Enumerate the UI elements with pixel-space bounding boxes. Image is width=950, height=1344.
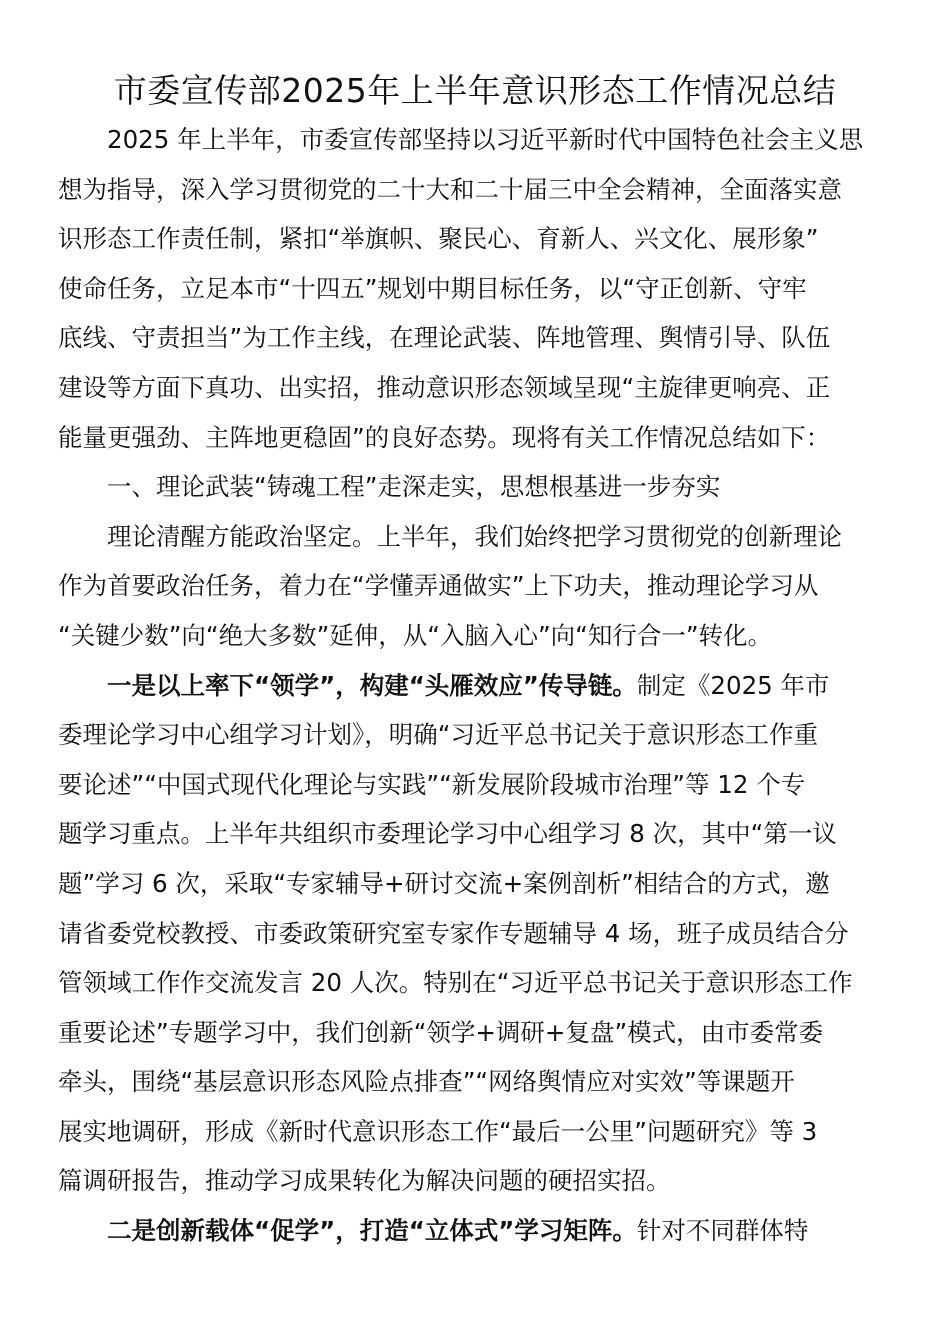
intro-line: 识形态工作责任制，紧扣“举旗帜、聚民心、育新人、兴文化、展形象”	[58, 224, 819, 254]
point1-line: 篇调研报告，推动学习成果转化为解决问题的硬招实招。	[58, 1166, 671, 1196]
point1-line: 题”学习 6 次，采取“专家辅导+研讨交流+案例剖析”相结合的方式，邀	[58, 868, 830, 898]
intro-line: 底线、守责担当”为工作主线，在理论武装、阵地管理、舆情引导、队伍	[58, 323, 831, 353]
document-body	[58, 115, 890, 1256]
intro-line: 2025 年上半年，市委宣传部坚持以习近平新时代中国特色社会主义思	[107, 125, 864, 154]
point1-line: 要论述”“中国式现代化理论与实践”“新发展阶段城市治理”等 12 个专	[58, 769, 806, 799]
intro-line: 建设等方面下真功、出实招，推动意识形态领域呈现“主旋律更响亮、正	[58, 372, 831, 402]
point2-first-rest: 针对不同群体特	[636, 1216, 809, 1246]
intro-line: 使命任务，立足本市“十四五”规划中期目标任务，以“守正创新、守牢	[58, 273, 807, 303]
intro-line: 想为指导，深入学习贯彻党的二十大和二十届三中全会精神，全面落实意	[58, 174, 842, 204]
point2-first-line	[58, 1206, 890, 1256]
section1-line: 作为首要政治任务，着力在“学懂弄通做实”上下功夫，推动理论学习从	[58, 571, 819, 601]
point1-bold-lead: 一是以上率下“领学”，构建“头雁效应”传导链。	[107, 670, 637, 700]
section1-line: 理论清醒方能政治坚定。上半年，我们始终把学习贯彻党的创新理论	[107, 521, 842, 551]
point1-line: 委理论学习中心组学习计划》，明确“习近平总书记关于意识形态工作重	[58, 720, 818, 750]
section1-heading: 一、理论武装“铸魂工程”走深走实，思想根基进一步夯实	[107, 472, 721, 502]
point1-first-line	[58, 661, 890, 711]
point1-line: 展实地调研，形成《新时代意识形态工作“最后一公里”问题研究》等 3	[58, 1116, 818, 1146]
section1-line: “关键少数”向“绝大多数”延伸，从“入脑入心”向“知行合一”转化。	[58, 620, 773, 650]
document-title: 市委宣传部2025年上半年意识形态工作情况总结	[113, 71, 837, 110]
point1-line: 管领域工作作交流发言 20 人次。特别在“习近平总书记关于意识形态工作	[58, 968, 853, 998]
point2-bold-lead: 二是创新载体“促学”，打造“立体式”学习矩阵。	[107, 1216, 637, 1246]
point1-first-rest: 制定《2025 年市	[636, 670, 830, 700]
point1-line: 重要论述”专题学习中，我们创新“领学+调研+复盘”模式，由市委常委	[58, 1017, 824, 1047]
point1-line: 题学习重点。上半年共组织市委理论学习中心组学习 8 次，其中“第一议	[58, 819, 837, 849]
point1-line: 请省委党校教授、市委政策研究室专家作专题辅导 4 场，班子成员结合分	[58, 918, 849, 948]
point1-line: 牵头，围绕“基层意识形态风险点排查”“网络舆情应对实效”等课题开	[58, 1067, 795, 1097]
intro-line: 能量更强劲、主阵地更稳固”的良好态势。现将有关工作情况总结如下：	[58, 422, 831, 452]
